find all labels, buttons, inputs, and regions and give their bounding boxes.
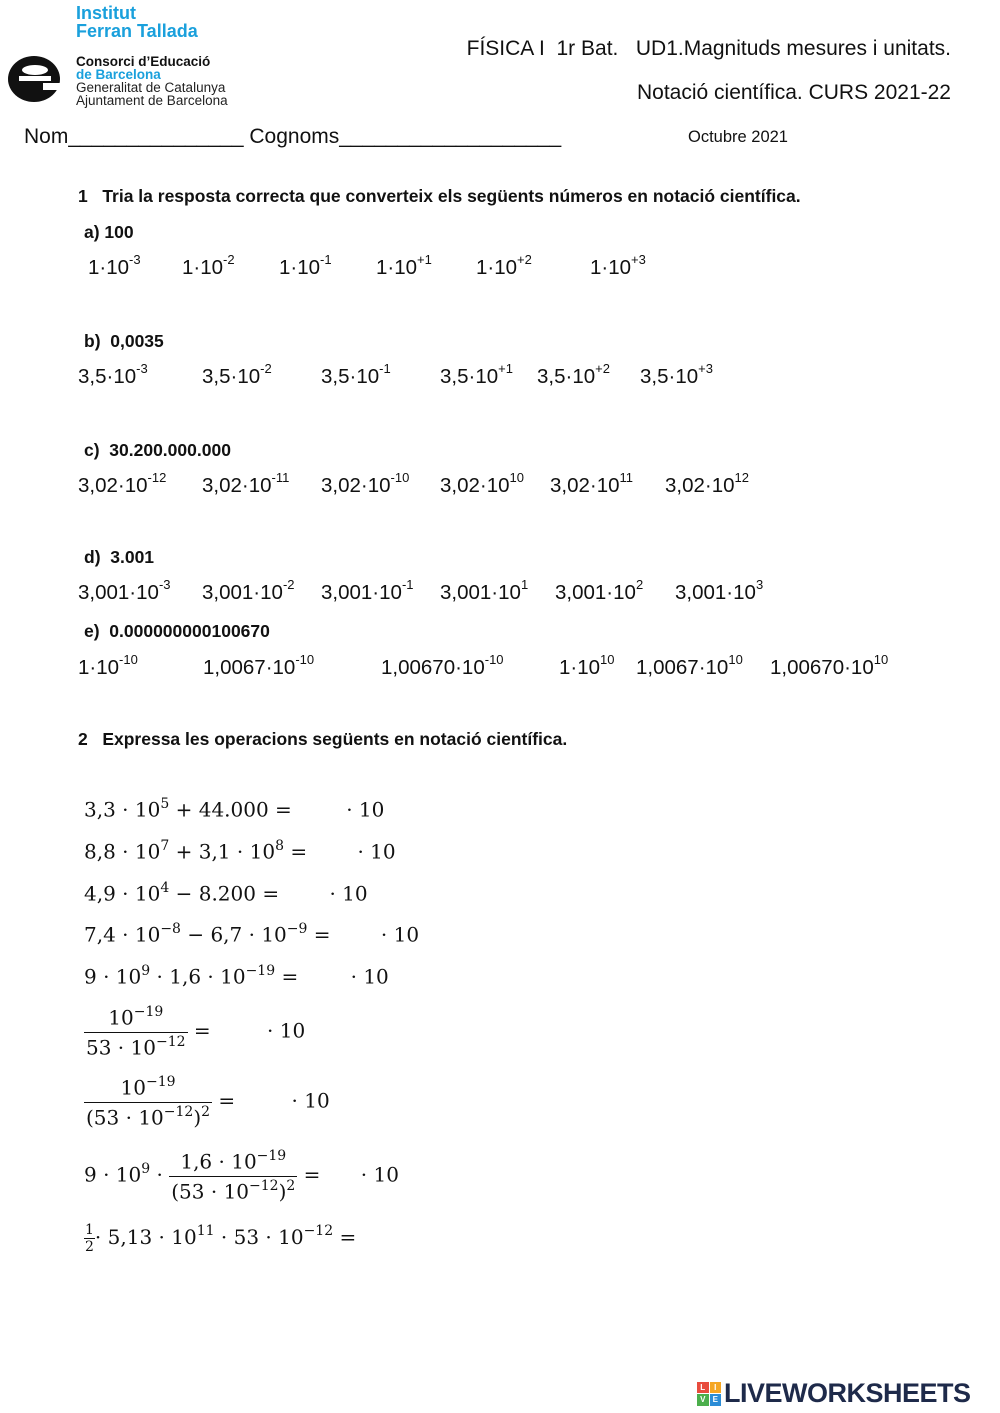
option-a-2[interactable] xyxy=(182,254,235,280)
option-exponent: -1 xyxy=(379,361,391,376)
op-term: 8,8 · 10 xyxy=(84,839,161,864)
fraction xyxy=(169,1149,297,1203)
option-c-1[interactable] xyxy=(78,472,166,498)
option-exponent: -10 xyxy=(295,652,315,667)
option-exponent: +1 xyxy=(417,252,432,267)
option-exponent: -2 xyxy=(282,577,295,592)
op-exponent: −19 xyxy=(145,1074,176,1090)
fraction xyxy=(84,1005,188,1059)
option-e-1[interactable] xyxy=(78,654,138,680)
option-base: 3,02·10 xyxy=(202,473,272,497)
op-term: + 3,1 · 10 xyxy=(169,839,276,864)
item-d-label: d) 3.001 xyxy=(84,547,155,567)
op-exponent: −12 xyxy=(303,1223,334,1240)
course-line: FÍSICA I 1r Bat. UD1.Magnituds mesures i unitats. xyxy=(466,37,951,60)
item-e-label: e) 0.000000000100670 xyxy=(84,621,270,641)
option-exponent: -10 xyxy=(484,652,504,667)
option-exponent: +3 xyxy=(698,361,713,376)
liveworksheets-logo xyxy=(697,1378,971,1409)
option-d-1[interactable] xyxy=(78,579,171,605)
consorci-block xyxy=(76,55,228,107)
option-base: 3,02·10 xyxy=(665,473,735,497)
option-exponent: 1 xyxy=(520,577,529,592)
op-rest: = xyxy=(212,1088,236,1113)
option-e-4[interactable] xyxy=(559,654,615,680)
option-base: 3,5·10 xyxy=(440,364,499,388)
option-exponent: -2 xyxy=(223,252,235,267)
option-d-4[interactable] xyxy=(440,579,528,605)
op-exponent: −12 xyxy=(155,1033,186,1050)
icon-letter: V xyxy=(697,1394,709,1406)
op-exponent: 9 xyxy=(141,963,151,979)
op-term: · 1,6 · 10 xyxy=(150,964,246,989)
option-exponent: +1 xyxy=(498,361,513,376)
times-ten: · 10 xyxy=(360,1162,399,1187)
times-ten: · 10 xyxy=(329,881,368,906)
question-2-title: 2 Expressa les operacions següents en notació científica. xyxy=(78,729,568,749)
option-exponent: 10 xyxy=(509,470,524,485)
option-base: 3,001·10 xyxy=(321,580,402,604)
option-exponent: -12 xyxy=(147,470,167,485)
fraction-numerator: 1,6 · 10 xyxy=(180,1149,257,1174)
op-dot: · xyxy=(150,1162,163,1187)
option-base: 3,02·10 xyxy=(550,473,620,497)
option-base: 3,5·10 xyxy=(537,364,596,388)
operation-5 xyxy=(84,964,415,989)
option-exponent: 12 xyxy=(734,470,749,485)
option-exponent: -3 xyxy=(136,361,148,376)
option-d-2[interactable] xyxy=(202,579,295,605)
option-exponent: 10 xyxy=(728,652,743,667)
icon-letter: E xyxy=(710,1394,722,1406)
option-b-2[interactable] xyxy=(202,363,272,389)
option-a-4[interactable] xyxy=(376,254,432,280)
date-label: Octubre 2021 xyxy=(688,128,788,146)
operation-7 xyxy=(84,1075,356,1129)
option-exponent: +3 xyxy=(631,252,646,267)
option-c-4[interactable] xyxy=(440,472,524,498)
icon-letter: L xyxy=(697,1382,709,1394)
option-base: 1,00670·10 xyxy=(770,655,874,679)
fraction-denominator: (53 · 10 xyxy=(86,1105,164,1130)
option-base: 1,0067·10 xyxy=(636,655,729,679)
option-base: 3,5·10 xyxy=(202,364,261,388)
paren: ) xyxy=(193,1105,202,1130)
option-exponent: 2 xyxy=(635,577,644,592)
option-d-6[interactable] xyxy=(675,579,763,605)
operation-4 xyxy=(84,922,445,947)
operation-1 xyxy=(84,797,410,822)
item-c-label: c) 30.200.000.000 xyxy=(84,440,231,460)
op-rest: = xyxy=(283,839,308,864)
op-term: · 5,13 · 10 xyxy=(94,1225,197,1249)
op-exponent: 8 xyxy=(275,838,284,854)
op-term: 7,4 · 10 xyxy=(84,922,161,947)
option-exponent: -1 xyxy=(320,252,332,267)
option-a-1[interactable] xyxy=(88,254,141,280)
op-exponent: 9 xyxy=(141,1161,151,1177)
option-exponent: 10 xyxy=(600,652,615,667)
op-exponent: −9 xyxy=(286,921,308,937)
option-exponent: -3 xyxy=(158,577,171,592)
option-exponent: -10 xyxy=(119,652,138,667)
option-base: 1·10 xyxy=(279,255,321,279)
option-d-5[interactable] xyxy=(555,579,643,605)
option-base: 1·10 xyxy=(559,655,601,679)
op-exponent: −12 xyxy=(249,1177,279,1194)
option-base: 1,00670·10 xyxy=(381,655,485,679)
option-a-3[interactable] xyxy=(279,254,332,280)
operation-6 xyxy=(84,1005,331,1059)
op-exponent: −19 xyxy=(245,963,276,979)
option-b-3[interactable] xyxy=(321,363,391,389)
option-exponent: -11 xyxy=(271,470,290,485)
institute-name xyxy=(76,4,198,40)
topic-line: Notació científica. CURS 2021-22 xyxy=(637,81,951,104)
question-1-title: 1 Tria la resposta correcta que converteix els següents números en notació científica. xyxy=(78,186,801,206)
op-exponent: 2 xyxy=(201,1103,211,1120)
fraction-numerator: 1 xyxy=(85,1222,94,1238)
option-exponent: 10 xyxy=(873,652,889,667)
option-exponent: -3 xyxy=(129,252,141,267)
fraction xyxy=(84,1075,212,1129)
op-exponent: −8 xyxy=(160,921,181,937)
paren: ) xyxy=(278,1179,287,1204)
option-base: 3,02·10 xyxy=(321,473,391,497)
liveworksheets-icon xyxy=(697,1382,721,1406)
op-rest: − 8.200 = xyxy=(169,881,280,906)
option-exponent: -10 xyxy=(390,470,410,485)
op-exponent: 11 xyxy=(196,1223,215,1240)
institute-line-1: Institut xyxy=(76,3,136,23)
option-base: 3,5·10 xyxy=(321,364,380,388)
op-exponent: −19 xyxy=(256,1148,287,1164)
op-exponent: 5 xyxy=(160,796,170,812)
liveworksheets-brand: LIVEWORKSHEETS xyxy=(724,1378,971,1408)
name-field[interactable]: Nom_______________ Cognoms___________________ xyxy=(24,125,562,148)
op-rest: + 44.000 = xyxy=(169,797,292,822)
fraction-numerator: 10 xyxy=(108,1005,134,1030)
option-base: 3,001·10 xyxy=(202,580,283,604)
op-term: · 53 · 10 xyxy=(214,1225,304,1249)
fraction-denominator: 2 xyxy=(85,1239,94,1255)
option-base: 1·10 xyxy=(376,255,418,279)
icon-letter: I xyxy=(710,1382,722,1394)
op-exponent: 4 xyxy=(160,880,170,896)
consorci-line-2: de Barcelona xyxy=(76,67,161,82)
option-b-1[interactable] xyxy=(78,363,148,389)
option-a-5[interactable] xyxy=(476,254,532,280)
times-ten: · 10 xyxy=(346,797,385,822)
op-exponent: −12 xyxy=(163,1103,194,1120)
option-base: 1·10 xyxy=(590,255,632,279)
option-b-6[interactable] xyxy=(640,363,713,389)
item-a-label: a) 100 xyxy=(84,222,134,242)
item-b-label: b) 0,0035 xyxy=(84,331,164,351)
option-exponent: +2 xyxy=(595,361,610,376)
op-rest: = xyxy=(333,1225,357,1249)
op-term: 3,3 · 10 xyxy=(84,797,161,822)
op-exponent: 7 xyxy=(160,838,170,854)
operation-8 xyxy=(84,1149,425,1203)
op-exponent: −19 xyxy=(133,1004,164,1020)
option-exponent: 11 xyxy=(619,470,634,485)
operation-3 xyxy=(84,881,394,906)
times-ten: · 10 xyxy=(350,964,389,989)
consorci-line-1: Consorci d’Educació xyxy=(76,54,211,69)
op-term: 9 · 10 xyxy=(84,964,142,989)
option-base: 3,001·10 xyxy=(78,580,159,604)
op-rest: = xyxy=(297,1162,321,1187)
institute-line-2: Ferran Tallada xyxy=(76,21,198,41)
option-a-6[interactable] xyxy=(590,254,646,280)
op-rest: = xyxy=(187,1018,211,1043)
op-rest: = xyxy=(275,964,299,989)
option-b-4[interactable] xyxy=(440,363,513,389)
times-ten: · 10 xyxy=(380,922,420,947)
op-term: 9 · 10 xyxy=(84,1162,142,1187)
option-c-5[interactable] xyxy=(550,472,633,498)
consorci-logo-icon xyxy=(7,55,61,103)
option-b-5[interactable] xyxy=(537,363,610,389)
option-base: 3,02·10 xyxy=(440,473,510,497)
fraction-denominator: (53 · 10 xyxy=(171,1179,250,1204)
option-base: 1·10 xyxy=(78,655,120,679)
op-term: − 6,7 · 10 xyxy=(180,922,287,947)
option-exponent: -1 xyxy=(401,577,414,592)
op-rest: = xyxy=(307,922,331,947)
consorci-line-4: Ajuntament de Barcelona xyxy=(76,93,228,108)
times-ten: · 10 xyxy=(357,839,396,864)
option-base: 3,001·10 xyxy=(555,580,636,604)
option-d-3[interactable] xyxy=(321,579,414,605)
option-base: 1·10 xyxy=(476,255,518,279)
option-exponent: -2 xyxy=(260,361,272,376)
option-c-2[interactable] xyxy=(202,472,289,498)
option-base: 3,001·10 xyxy=(440,580,521,604)
option-base: 3,5·10 xyxy=(78,364,137,388)
option-base: 1·10 xyxy=(182,255,224,279)
option-e-5[interactable] xyxy=(636,654,743,680)
operation-9 xyxy=(84,1222,483,1255)
times-ten: · 10 xyxy=(291,1088,330,1113)
option-base: 3,5·10 xyxy=(640,364,699,388)
option-exponent: 3 xyxy=(755,577,764,592)
fraction-denominator: 53 · 10 xyxy=(86,1035,156,1060)
consorci-line-3: Generalitat de Catalunya xyxy=(76,80,226,95)
op-exponent: 2 xyxy=(286,1177,296,1194)
option-c-3[interactable] xyxy=(321,472,409,498)
option-base: 1,0067·10 xyxy=(203,655,296,679)
fraction-numerator: 10 xyxy=(120,1075,146,1100)
option-base: 1·10 xyxy=(88,255,130,279)
option-c-6[interactable] xyxy=(665,472,749,498)
option-base: 3,02·10 xyxy=(78,473,148,497)
option-e-3[interactable] xyxy=(381,654,504,680)
option-e-6[interactable] xyxy=(770,654,888,680)
times-ten: · 10 xyxy=(267,1018,306,1043)
option-base: 3,001·10 xyxy=(675,580,756,604)
op-term: 4,9 · 10 xyxy=(84,881,161,906)
operation-2 xyxy=(84,839,422,864)
option-exponent: +2 xyxy=(517,252,532,267)
fraction-half xyxy=(84,1222,95,1255)
option-e-2[interactable] xyxy=(203,654,314,680)
